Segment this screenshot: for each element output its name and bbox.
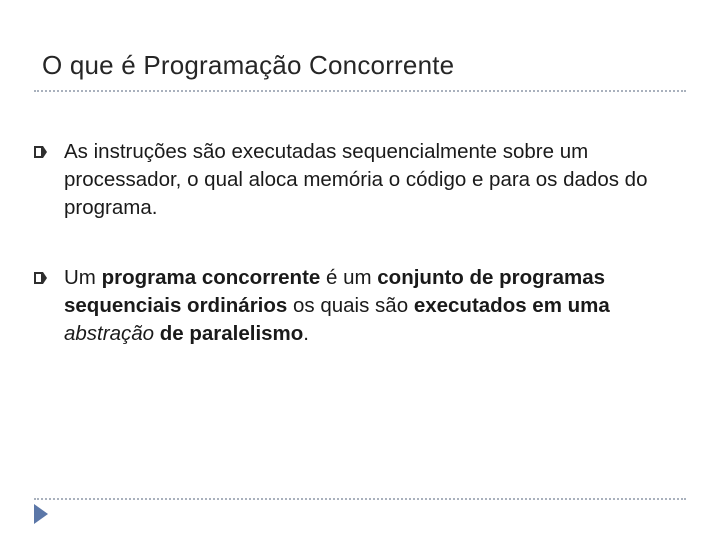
arrow-bullet-icon <box>34 146 47 158</box>
bullet-text <box>64 266 610 345</box>
title-divider <box>34 90 686 92</box>
bullet-segment-bold: executados em uma <box>413 294 610 317</box>
bullet-segment: é um <box>320 266 378 289</box>
bullet-segment-bold: de paralelismo <box>159 322 304 345</box>
bullet-text <box>64 140 647 219</box>
bullet-item <box>28 138 688 222</box>
bullet-segment: os quais são <box>287 294 414 317</box>
footer-divider <box>34 498 686 500</box>
bullet-segment: As instruções são executadas sequencialmente sobre um processador, o qual aloca memória o código e para os dados do programa. <box>64 140 648 219</box>
bullet-segment: . <box>303 322 309 345</box>
arrow-bullet-icon <box>34 272 47 284</box>
bullet-segment-bold: conjunto de programas sequenciais ordinários <box>64 266 606 317</box>
bullet-segment-italic: abstração <box>64 322 155 345</box>
bullet-segment-bold: programa concorrente <box>101 266 321 289</box>
bullet-list <box>28 138 688 390</box>
bullet-segment: Um <box>64 266 102 289</box>
play-triangle-icon[interactable] <box>34 504 48 524</box>
slide-title: O que é Programação Concorrente <box>42 50 455 80</box>
bullet-item <box>28 264 688 348</box>
